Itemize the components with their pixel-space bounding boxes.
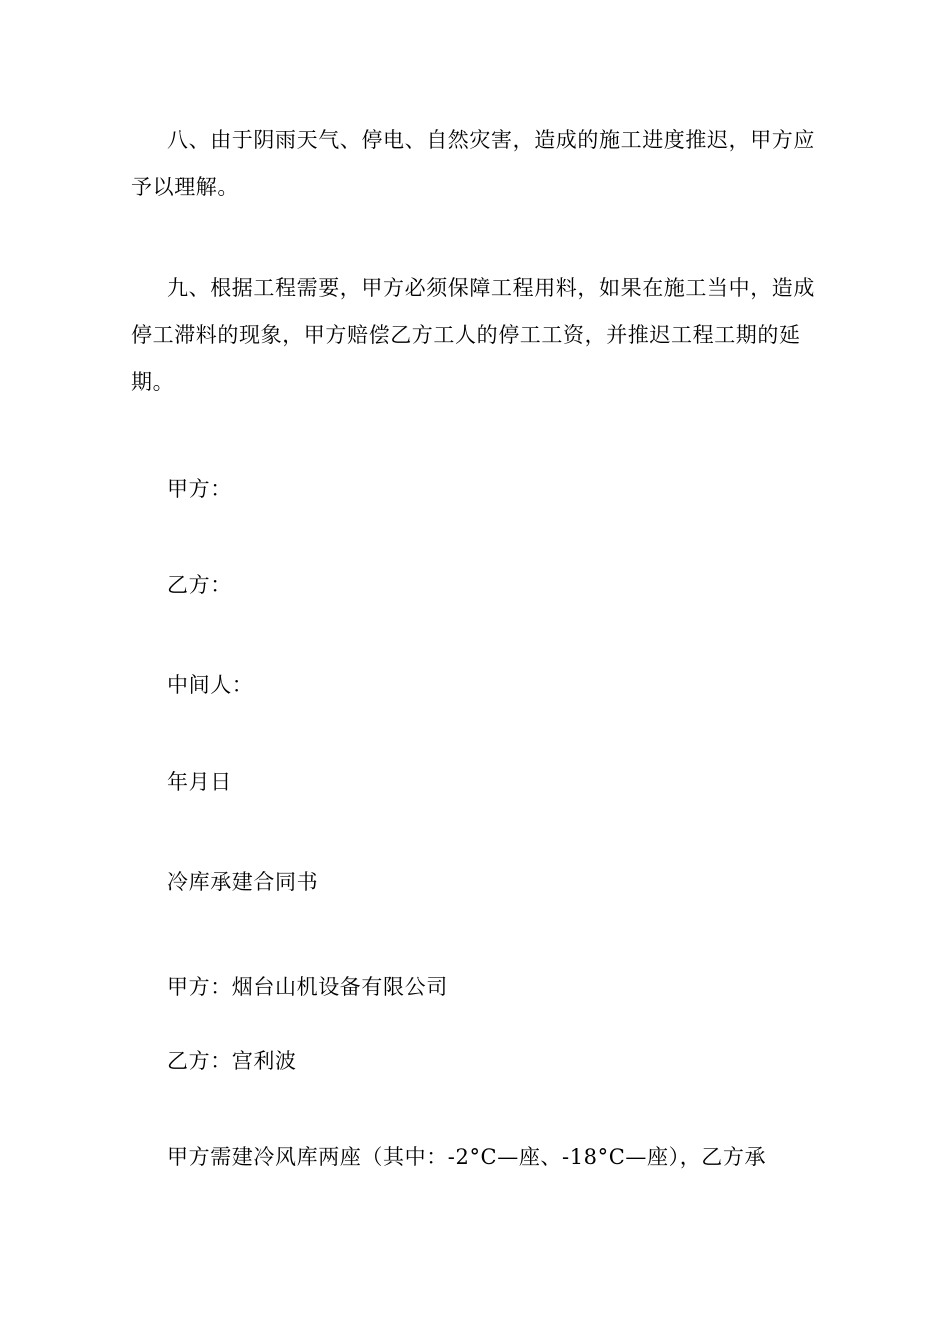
- date-label: 年月日: [167, 770, 232, 794]
- party-b-name: 乙方：宫利波: [167, 1049, 297, 1073]
- clause-8-paragraph: 八、由于阴雨天气、停电、自然灾害，造成的施工进度推迟，甲方应予以理解。: [131, 128, 815, 199]
- party-a-name: 甲方：烟台山机设备有限公司: [167, 975, 448, 999]
- party-a-signature-label: 甲方：: [167, 477, 232, 501]
- middleman-signature-label: 中间人：: [167, 673, 254, 697]
- contract-opening-line: 甲方需建冷风库两座（其中：-2°C—座、-18°C—座），乙方承: [167, 1145, 767, 1169]
- contract-title: 冷库承建合同书: [167, 870, 319, 894]
- party-b-signature-label: 乙方：: [167, 573, 232, 597]
- clause-9-paragraph: 九、根据工程需要，甲方必须保障工程用料，如果在施工当中，造成停工滞料的现象，甲方赔偿乙方工人的停工工资，并推迟工程工期的延期。: [131, 276, 815, 394]
